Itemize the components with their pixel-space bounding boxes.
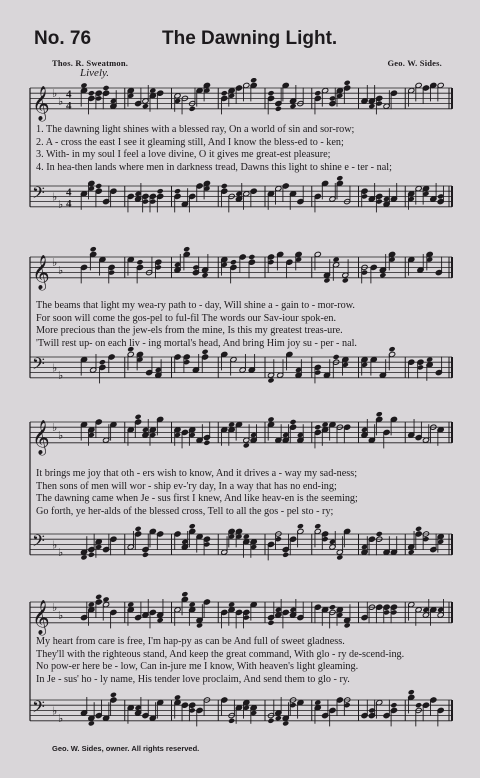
flat-icon: ♭ [58,198,64,212]
note-head [135,526,142,532]
note-head [157,617,164,623]
flat-icon: ♭ [58,609,64,622]
verse-line: Then sons of men will wor - ship ev-'ry day, In a way that has no end-ing; [36,480,337,492]
note-head [329,604,336,610]
verse-line: In Je - sus' ho - ly name, His tender love proclaim, And send them to glo - ry. [36,673,350,685]
copyright-footer: Geo. W. Sides, owner. All rights reserved. [52,744,200,753]
note-head [376,531,383,537]
note-head [336,175,343,181]
note-head [99,359,106,365]
note-head [243,442,250,448]
note-head [426,357,433,363]
note-head [95,183,102,189]
time-signature: 4 [66,197,72,210]
verse-line: It brings me joy that oth - ers wish to know, And it drives a - way my sad-ness; [36,468,358,479]
note-head [149,88,156,94]
note-head [248,254,255,260]
note-head [267,620,274,626]
note-head [289,419,296,425]
note-head [127,602,134,608]
note-head [110,692,117,698]
hymn-header [0,28,480,56]
note-head [174,694,181,700]
note-head [342,277,349,283]
note-head [368,103,375,109]
flat-icon: ♭ [52,87,58,101]
note-head [314,424,321,430]
note-head [189,602,196,608]
verse-line: The beams that light my wea-ry path to - day, Will shine a - gain to - mor-row. [36,300,355,311]
verse-line: The dawning came when Je - sus first I knew, And like heav-en is the seeming; [36,493,358,504]
note-head [282,720,289,726]
verse-lines-2 [36,300,456,350]
bass-clef-icon: 𝄢 [32,182,45,207]
flat-icon: ♭ [52,256,58,270]
note-head [415,526,422,532]
verse-line: For soon will come the gos-pel to ful-fil The words our Sav-iour spok-en. [36,312,337,324]
treble-clef-icon: 𝄞 [32,599,50,635]
flat-icon: ♭ [58,546,64,560]
note-head [314,700,321,706]
note-head [390,702,397,708]
note-head [88,552,95,558]
note-head [221,90,228,96]
verse-line: No pow-er here be - low, Can in-jure me I know, With heaven's light gleaming. [36,661,359,672]
flat-icon: ♭ [52,421,58,435]
note-head [275,715,282,721]
note-head [344,622,351,628]
hymn-number: No. 76 [34,28,92,49]
verse-line: My heart from care is free, I'm hap-py as can be And full of sweet gladness. [36,636,345,647]
note-head [80,554,87,560]
note-head [333,257,340,263]
note-head [142,103,149,109]
verse-line: They'll with the righteous stand, And keep the great command, With glo - ry de-scend-ing. [36,648,405,660]
treble-clef-icon: 𝄞 [32,419,50,455]
note-head [333,354,340,360]
bass-clef-icon: 𝄢 [32,696,45,721]
note-head [136,259,143,265]
note-head [323,277,330,283]
note-head [243,534,250,540]
hymn-title: The Dawning Light. [162,28,338,49]
note-head [376,412,383,417]
flat-icon: ♭ [52,601,58,615]
note-head [88,720,95,726]
note-head [221,183,228,189]
note-head [196,622,203,628]
note-head [408,549,415,555]
note-head [174,188,181,194]
verse-line: 4. In hea-then lands where men in darkness tread, Dawns this light to shine e - ter - nal; [36,161,392,173]
verse-line: 3. With- in my soul I feel a love divine, O it gives me great-est pleasure; [36,149,331,160]
verse-line: 1. The dawning light shines with a blessed ray, On a world of sin and sor-row; [36,124,355,135]
note-head [157,188,164,194]
flat-icon: ♭ [52,361,58,375]
note-head [230,259,237,265]
note-head [282,552,289,558]
note-head [228,718,235,724]
flat-icon: ♭ [58,429,64,442]
note-head [142,552,149,558]
note-head [408,689,415,695]
note-head [102,596,109,602]
note-head [102,85,109,91]
bass-clef-icon: 𝄢 [32,530,45,555]
flat-icon: ♭ [58,369,64,383]
note-head [289,103,296,109]
lyricist-credit: Thos. R. Sweatmon. [52,58,129,68]
note-head [135,414,142,420]
note-head [88,602,95,608]
note-head [275,106,282,112]
note-head [267,416,274,422]
verse-line: More precious than the jew-els from the mine, Is this my greatest treas-ure. [36,325,343,336]
note-head [228,602,235,608]
note-head [314,90,321,96]
time-signature: 4 [66,99,72,112]
note-head [90,246,97,252]
flat-icon: ♭ [58,712,64,726]
flat-icon: ♭ [58,95,64,108]
verse-lines-1 [36,124,456,174]
note-head [181,591,188,597]
verse-line: Go forth, ye her-alds of the blessed cross, Tell to all the gos - pel sto - ry; [36,505,334,517]
composer-credit: Geo. W. Sides. [387,58,442,68]
time-signature: 4 [66,186,72,199]
treble-clef-icon: 𝄞 [32,85,50,121]
flat-icon: ♭ [52,190,58,204]
note-head [189,106,196,112]
note-head [314,523,321,529]
note-head [228,422,235,428]
flat-icon: ♭ [52,538,58,552]
note-head [379,272,386,278]
verse-lines-4 [36,636,456,686]
verse-line: 2. A - cross the east I see it gleaming still, And I know the bless-ed to - ken; [36,136,344,148]
note-head [250,78,257,83]
note-head [95,594,102,600]
note-head [344,80,351,86]
note-head [88,90,95,96]
note-head [267,377,274,383]
tempo-marking: Lively. [80,67,110,79]
flat-icon: ♭ [58,264,64,277]
note-head [183,246,190,252]
flat-icon: ♭ [52,704,58,718]
bass-clef-icon: 𝄢 [32,353,45,378]
note-head [189,523,196,529]
verse-lines-3 [36,468,456,518]
note-head [415,702,422,708]
note-head [267,718,274,724]
note-head [297,523,304,529]
verse-line: 'Twill rest up- on each liv - ing mortal's head, And bring Him joy su - per - nal. [36,337,357,349]
time-signature: 4 [66,88,72,101]
note-head [336,554,343,560]
note-head [201,272,208,278]
note-head [322,422,329,428]
note-head [80,82,87,88]
note-head [203,440,210,446]
treble-clef-icon: 𝄞 [32,254,50,290]
note-head [267,90,274,96]
